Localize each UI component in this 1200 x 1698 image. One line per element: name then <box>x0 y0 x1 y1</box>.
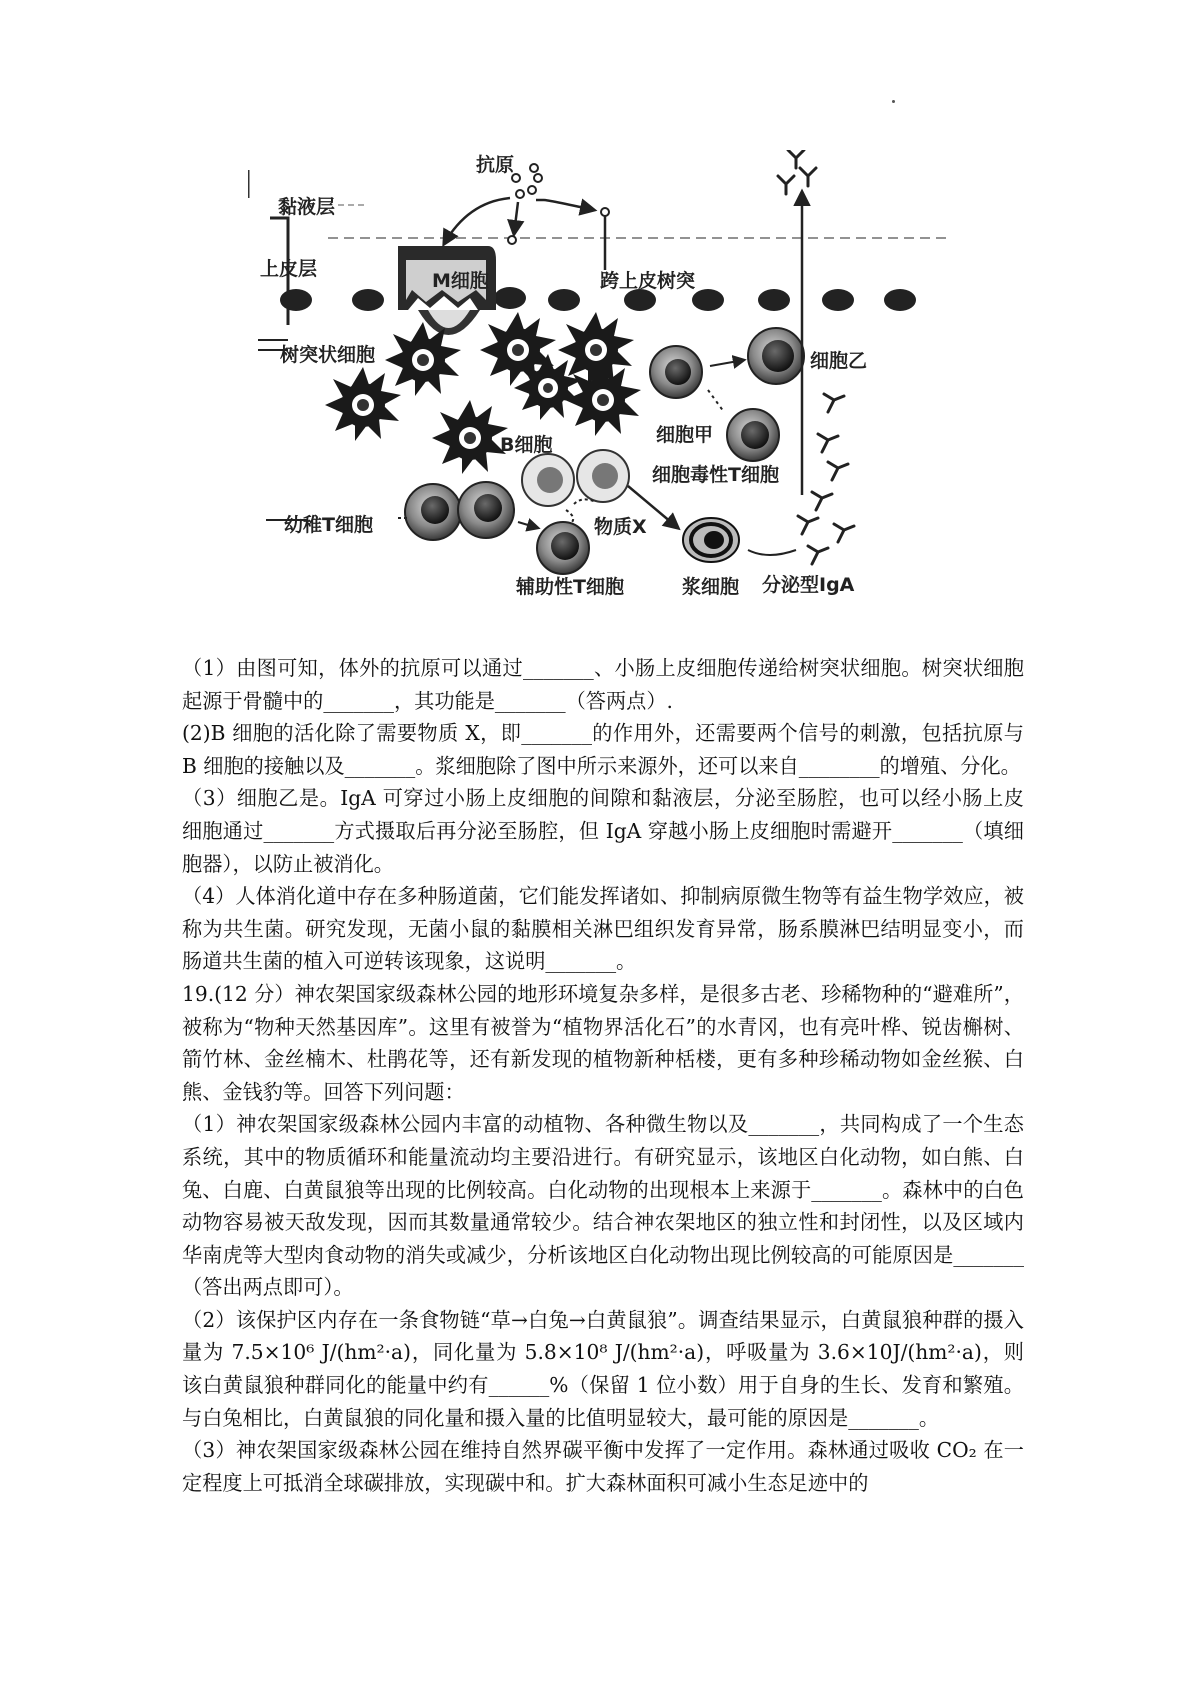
label-trans-epithelial-dendrite: 跨上皮树突 <box>600 270 696 292</box>
label-cell-jia: 细胞甲 <box>656 424 714 446</box>
paragraph-q19-1: （1）神农架国家级森林公园内丰富的动植物、各种微生物以及_______，共同构成了一个生态系统，其中的物质循环和能量流动均主要沿进行。有研究显示，该地区白化动物，如白熊、白兔、白鹿、白黄鼠狼等出现的比例较高。白化动物的出现根本上来源于_______。森林中的白色动物容易被天敌发现，因而其数量通常较少。结合神农架地区的独立性和封闭性，以及区域内华南虎等大型肉食动物的消失或减少，分析该地区白化动物出现比例较高的可能原因是_______（答出两点即可）。 <box>182 1112 1024 1300</box>
label-antigen: 抗原 <box>476 154 515 176</box>
paragraph-q18-4: （4）人体消化道中存在多种肠道菌，它们能发挥诸如、抑制病原微生物等有益生物学效应，被称为共生菌。研究发现，无菌小鼠的黏膜相关淋巴组织发育异常，肠系膜淋巴结明显变小，而肠道共生菌的植入可逆转该现象，这说明_______。 <box>182 884 1024 974</box>
label-helper-t-cell: 辅助性T细胞 <box>516 576 624 598</box>
label-plasma-cell: 浆细胞 <box>682 576 740 598</box>
paragraph-q18-2: (2)B 细胞的活化除了需要物质 X，即_______的作用外，还需要两个信号的刺激，包括抗原与 B 细胞的接触以及_______。浆细胞除了图中所示来源外，还可以来自________的增殖、分化。 <box>182 721 1024 778</box>
label-cytotoxic-t-cell: 细胞毒性T细胞 <box>652 464 779 486</box>
label-cell-yi: 细胞乙 <box>810 350 868 372</box>
paragraph-q19-2: （2）该保护区内存在一条食物链“草→白兔→白黄鼠狼”。调查结果显示，白黄鼠狼种群的摄入量为 7.5×10⁶ J/(hm²·a)，同化量为 5.8×10⁸ J/(hm²·a)，呼吸量为 3.6×10J/(hm²·a)，则该白黄鼠狼种群同化的能量中约有______%（保留 1 位小数）用于自身的生长、发育和繁殖。与白兔相比，白黄鼠狼的同化量和摄入量的比值明显较大，最可能的原因是_______。 <box>182 1307 1024 1430</box>
label-mucus-layer: 黏液层 <box>278 196 336 218</box>
paragraph-q19-3: （3）神农架国家级森林公园在维持自然界碳平衡中发挥了一定作用。森林通过吸收 CO₂ 在一定程度上可抵消全球碳排放，实现碳中和。扩大森林面积可减小生态足迹中的 <box>182 1438 1024 1495</box>
paragraph-q18-3: （3）细胞乙是。IgA 可穿过小肠上皮细胞的间隙和黏液层，分泌至肠腔，也可以经小肠上皮细胞通过_______方式摄取后再分泌至肠腔，但 IgA 穿越小肠上皮细胞时需避开_______（填细胞器），以防止被消化。 <box>182 786 1024 876</box>
label-substance-x: 物质X <box>594 516 647 538</box>
label-naive-t-cell: 幼稚T细胞 <box>284 514 373 536</box>
question-text <box>182 652 1024 1499</box>
label-secretory-iga: 分泌型IgA <box>762 574 855 596</box>
label-b-cell: B细胞 <box>500 434 553 456</box>
label-epithelial-layer: 上皮层 <box>260 258 318 280</box>
paragraph-q19-stem: 19.(12 分）神农架国家级森林公园的地形环境复杂多样，是很多古老、珍稀物种的“避难所”，被称为“物种天然基因库”。这里有被誉为“植物界活化石”的水青冈，也有亮叶桦、锐齿槲树、箭竹林、金丝楠木、杜鹃花等，还有新发现的植物新种栝楼，更有多种珍稀动物如金丝猴、白熊、金钱豹等。回答下列问题： <box>182 981 1024 1104</box>
scan-speck <box>892 100 895 103</box>
paragraph-q18-1: （1）由图可知，体外的抗原可以通过_______、小肠上皮细胞传递给树突状细胞。树突状细胞起源于骨髓中的_______，其功能是_______（答两点）. <box>182 656 1024 713</box>
label-dendritic-cell: 树突状细胞 <box>280 344 376 366</box>
immune-diagram <box>248 150 968 650</box>
label-m-cell: M细胞 <box>432 270 489 292</box>
